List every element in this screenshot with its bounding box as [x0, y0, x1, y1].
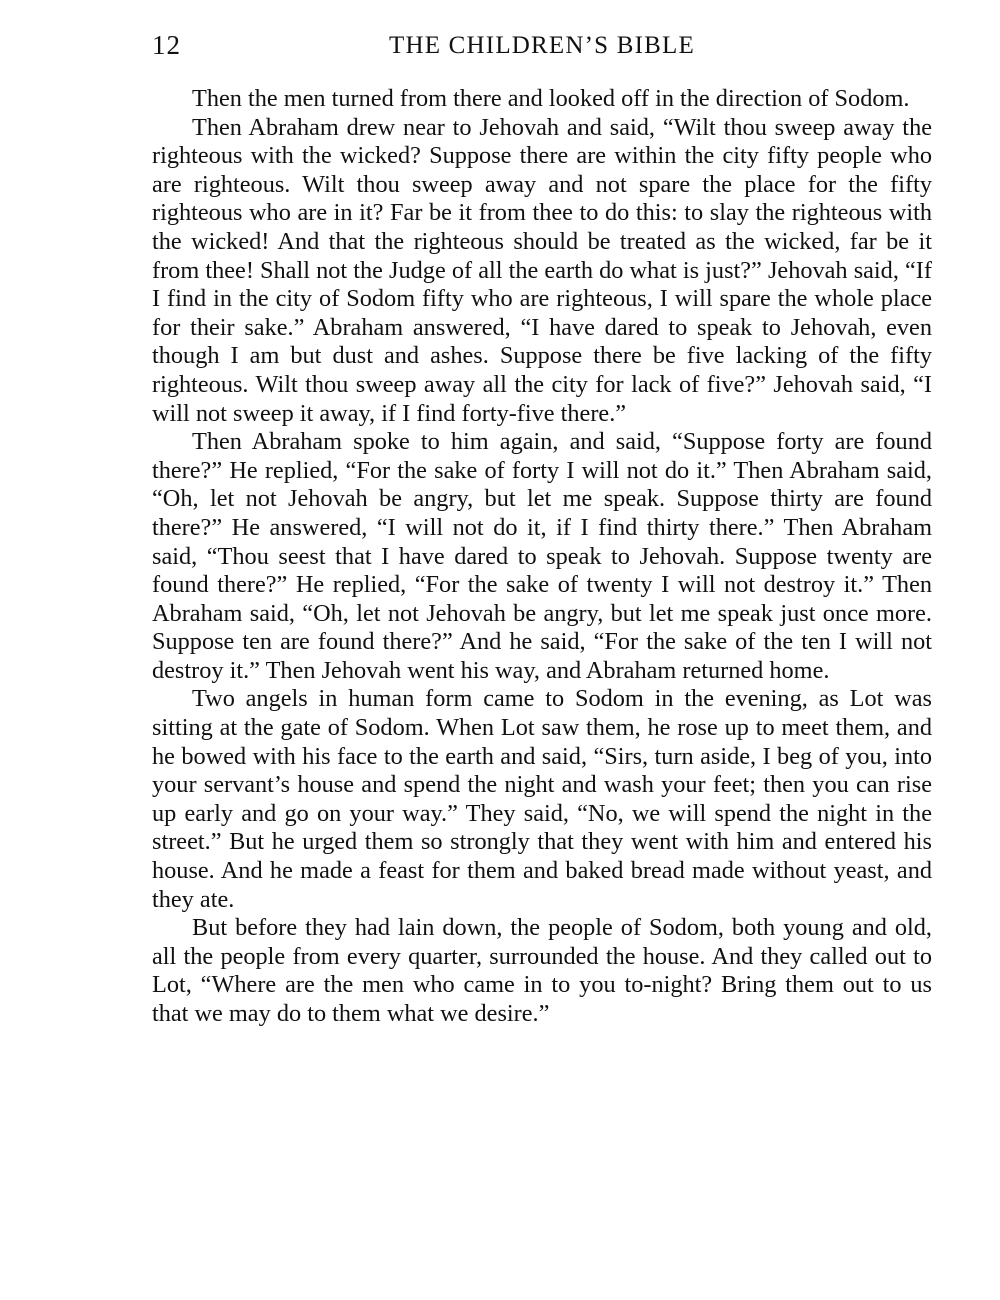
body-text — [152, 85, 932, 1029]
paragraph: But before they had lain down, the people of Sodom, both young and old, all the people from every quarter, surrounded the house. And they called out to Lot, “Where are the men who came in to you to-night? Bring them out to us that we may do to them what we desire.” — [152, 914, 932, 1027]
paragraph: Then the men turned from there and looked off in the direction of Sodom. — [192, 85, 910, 112]
paragraph: Then Abraham drew near to Jehovah and said, “Wilt thou sweep away the righteous with the wicked? Suppose there are within the city fifty people who are righteous. Wilt thou sweep away and not spare the place for the fifty righteous who are in it? Far be it from thee to do this: to slay the righteous with the wicked! And that the righteous should be treated as the wicked, far be it from thee! Shall not the Judge of all the earth do what is just?” Jehovah said, “If I find in the city of Sodom fifty who are righteous, I will spare the whole place for their sake.” Abraham answered, “I have dared to speak to Jehovah, even though I am but dust and ashes. Suppose there be five lacking of the fifty righteous. Wilt thou sweep away all the city for lack of five?” Jehovah said, “I will not sweep it away, if I find forty-five there.” — [152, 113, 932, 427]
page-number: 12 — [152, 30, 181, 60]
paragraph: Two angels in human form came to Sodom in the evening, as Lot was sitting at the gate of Sodom. When Lot saw them, he rose up to meet them, and he bowed with his face to the earth and said, “Sirs, turn aside, I beg of you, into your servant’s house and spend the night and wash your feet; then you can rise up early and go on your way.” They said, “No, we will spend the night in the street.” But he urged them so strongly that they went with him and entered his house. And he made a feast for them and baked bread made without yeast, and they ate. — [152, 685, 932, 913]
running-header — [152, 30, 932, 70]
book-title: THE CHILDREN’S BIBLE — [389, 32, 695, 59]
paragraph: Then Abraham spoke to him again, and said, “Suppose forty are found there?” He replied, “For the sake of forty I will not do it.” Then Abraham said, “Oh, let not Jehovah be angry, but let me speak. Suppose thirty are found there?” He answered, “I will not do it, if I find thirty there.” Then Abraham said, “Thou seest that I have dared to speak to Jehovah. Suppose twenty are found there?” He replied, “For the sake of twenty I will not destroy it.” Then Abraham said, “Oh, let not Jehovah be angry, but let me speak just once more. Suppose ten are found there?” And he said, “For the sake of the ten I will not destroy it.” Then Jehovah went his way, and Abraham returned home. — [152, 428, 932, 684]
